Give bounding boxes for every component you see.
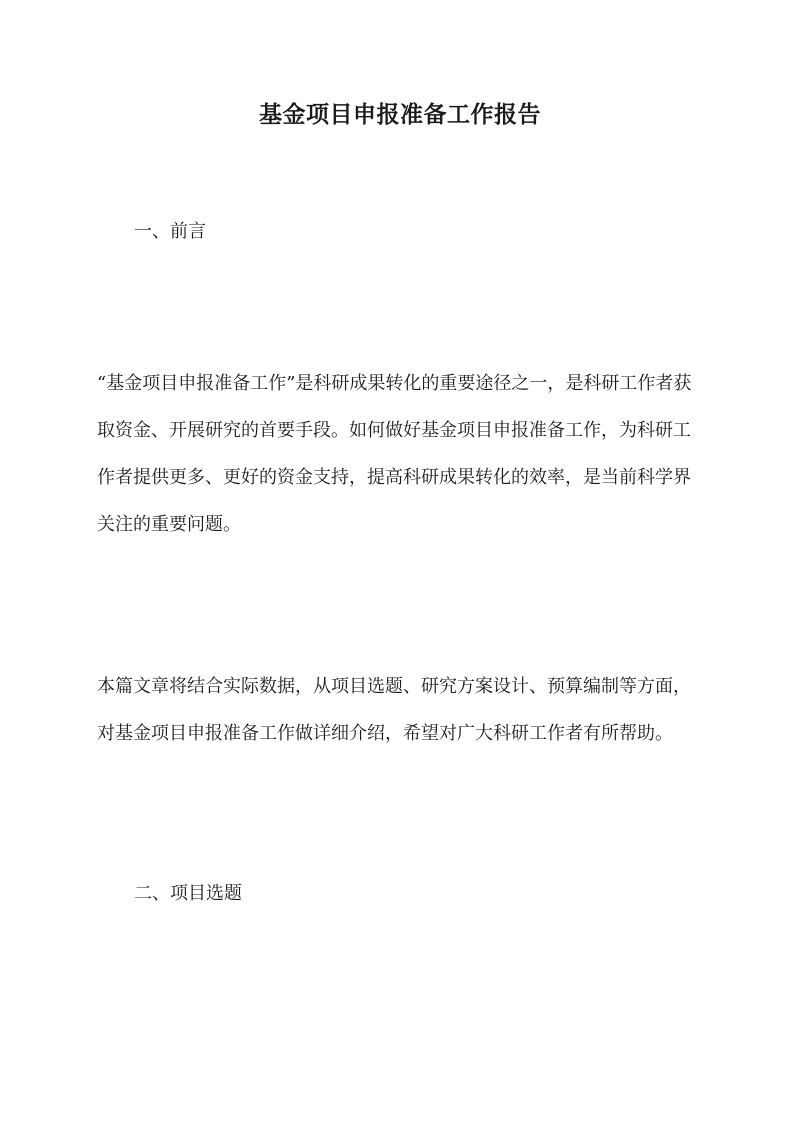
- document-title: 基金项目申报准备工作报告: [259, 101, 541, 128]
- paragraph-intro: “基金项目申报准备工作”是科研成果转化的重要途径之一，是科研工作者获取资金、开展研究的首要手段。如何做好基金项目申报准备工作，为科研工作者提供更多、更好的资金支持，提高科研成果转化的效率，是当前科学界关注的重要问题。: [97, 373, 692, 535]
- section-heading-preface: 一、前言: [134, 221, 206, 242]
- paragraph-overview: 本篇文章将结合实际数据，从项目选题、研究方案设计、预算编制等方面，对基金项目申报准备工作做详细介绍，希望对广大科研工作者有所帮助。: [97, 676, 691, 744]
- section-heading-topic-selection: 二、项目选题: [134, 883, 242, 904]
